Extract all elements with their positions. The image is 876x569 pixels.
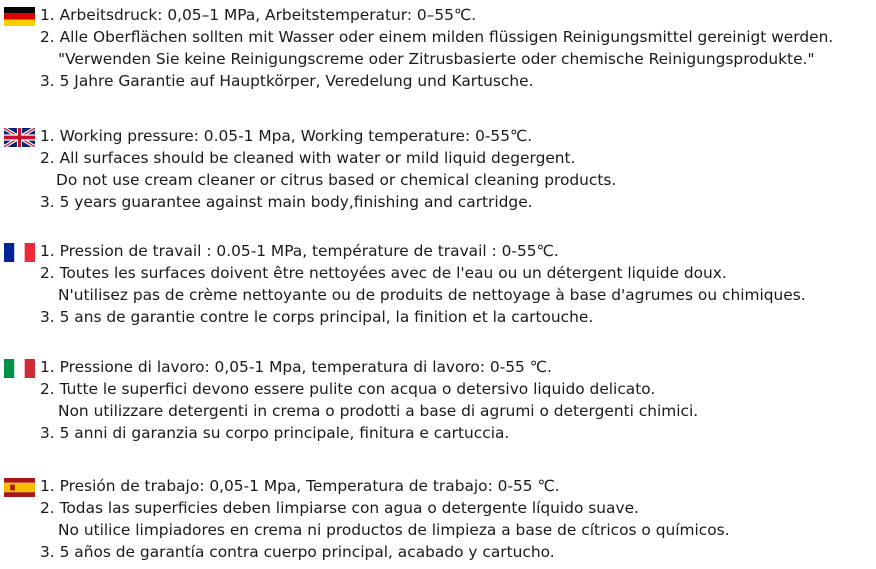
- list-item: [40, 125, 532, 147]
- list-item: [40, 306, 593, 328]
- item-text: 5 años de garantía contra cuerpo principal, acabado y cartucho.: [59, 543, 555, 561]
- item-number: 1.: [40, 127, 55, 145]
- item-number: 2.: [40, 149, 55, 167]
- list-item: [40, 4, 476, 26]
- item-text: No utilice limpiadores en crema ni productos de limpieza a base de cítricos o químicos.: [58, 521, 730, 539]
- item-text: All surfaces should be cleaned with water or mild liquid degergent.: [59, 149, 576, 167]
- list-item: [40, 191, 533, 213]
- item-text: 5 ans de garantie contre le corps principal, la finition et la cartouche.: [59, 308, 594, 326]
- item-number: 3.: [40, 543, 55, 561]
- item-text: Working pressure: 0.05-1 Mpa, Working temperature: 0-55℃.: [59, 127, 533, 145]
- item-number: 1.: [40, 6, 55, 24]
- list-item: [40, 147, 576, 169]
- section-spanish: [0, 474, 876, 566]
- item-text: Arbeitsdruck: 0,05–1 MPa, Arbeitstemperatur: 0–55℃.: [59, 6, 477, 24]
- list-item: [40, 240, 559, 262]
- list-item: [58, 519, 730, 541]
- list-item: [58, 284, 806, 306]
- list-item: [40, 356, 552, 378]
- section-english: [0, 125, 876, 215]
- item-number: 3.: [40, 424, 55, 442]
- list-item: [40, 422, 509, 444]
- section-french: [0, 238, 876, 328]
- list-item: [40, 497, 639, 519]
- list-item: [56, 169, 616, 191]
- item-text: 5 years guarantee against main body,finishing and cartridge.: [59, 193, 533, 211]
- item-number: 2.: [40, 380, 55, 398]
- item-text: 5 Jahre Garantie auf Hauptkörper, Veredelung und Kartusche.: [59, 72, 534, 90]
- item-text: Toutes les surfaces doivent être nettoyées avec de l'eau ou un détergent liquide doux.: [59, 264, 727, 282]
- list-item: [40, 70, 534, 92]
- item-number: 3.: [40, 193, 55, 211]
- list-item: [40, 262, 727, 284]
- item-number: 1.: [40, 358, 55, 376]
- item-text: Presión de trabajo: 0,05-1 Mpa, Temperatura de trabajo: 0-55 ℃.: [59, 477, 560, 495]
- list-item: [40, 475, 560, 497]
- section-german: [0, 2, 876, 92]
- item-number: 3.: [40, 72, 55, 90]
- item-text: Do not use cream cleaner or citrus based or chemical cleaning products.: [56, 171, 617, 189]
- item-number: 2.: [40, 499, 55, 517]
- item-number: 3.: [40, 308, 55, 326]
- uk-flag-icon: [4, 128, 35, 147]
- item-text: "Verwenden Sie keine Reinigungscreme oder Zitrusbasierte oder chemische Reinigungsprodukte.": [58, 50, 815, 68]
- italian-flag-icon: [4, 359, 35, 378]
- item-text: Non utilizzare detergenti in crema o prodotti a base di agrumi o detergenti chimici.: [58, 402, 699, 420]
- item-number: 1.: [40, 242, 55, 260]
- list-item: [40, 541, 555, 563]
- list-item: [58, 48, 815, 70]
- list-item: [40, 378, 655, 400]
- item-text: 5 anni di garanzia su corpo principale, finitura e cartuccia.: [59, 424, 510, 442]
- item-text: Pressione di lavoro: 0,05-1 Mpa, temperatura di lavoro: 0-55 ℃.: [59, 358, 552, 376]
- spanish-flag-icon: [4, 478, 35, 497]
- section-italian: [0, 354, 876, 444]
- list-item: [40, 26, 833, 48]
- item-text: Pression de travail : 0.05-1 MPa, température de travail : 0-55℃.: [59, 242, 559, 260]
- item-number: 2.: [40, 28, 55, 46]
- german-flag-icon: [4, 7, 35, 26]
- list-item: [58, 400, 698, 422]
- item-text: N'utilisez pas de crème nettoyante ou de produits de nettoyage à base d'agrumes ou chimiques.: [58, 286, 806, 304]
- item-text: Tutte le superfici devono essere pulite con acqua o detersivo liquido delicato.: [59, 380, 656, 398]
- item-number: 2.: [40, 264, 55, 282]
- french-flag-icon: [4, 243, 35, 262]
- item-text: Alle Oberflächen sollten mit Wasser oder einem milden flüssigen Reinigungsmittel gereinigt werden.: [59, 28, 834, 46]
- item-text: Todas las superficies deben limpiarse con agua o detergente líquido suave.: [59, 499, 639, 517]
- item-number: 1.: [40, 477, 55, 495]
